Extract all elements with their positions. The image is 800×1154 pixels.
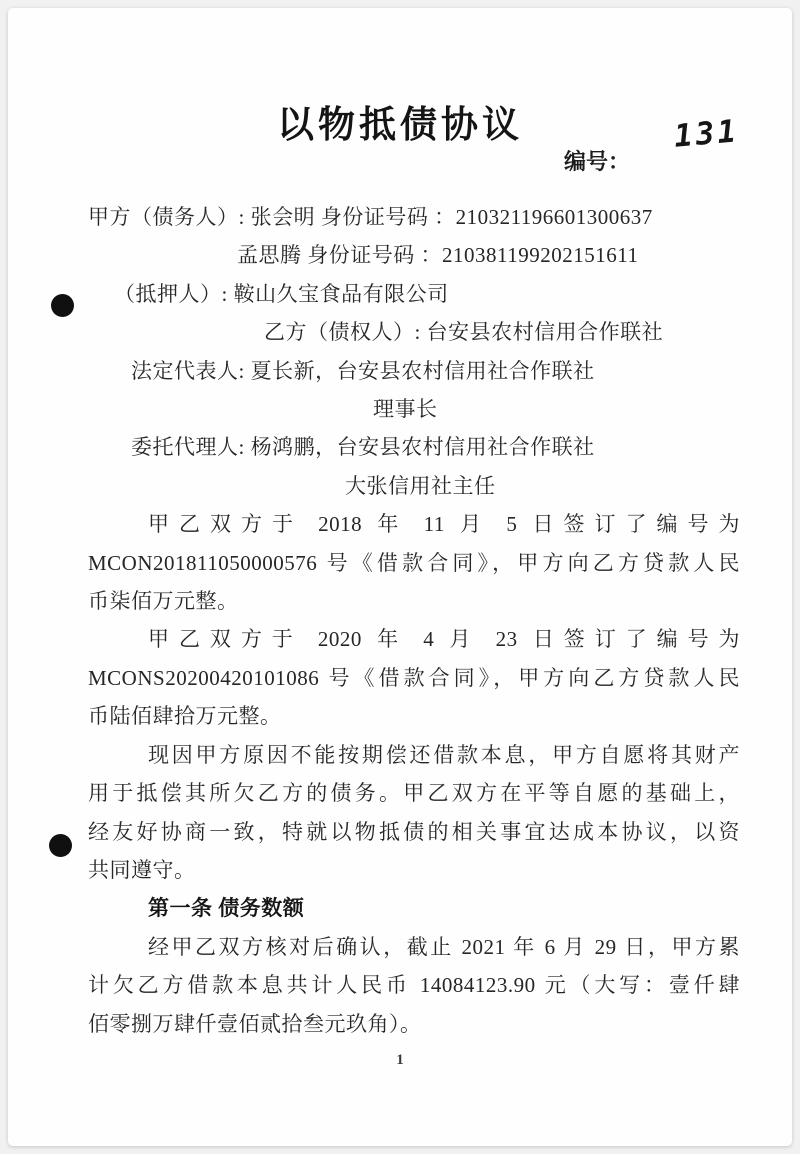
document-title: 以物抵债协议 xyxy=(277,104,523,145)
preamble-line-3: 经友好协商一致，特就以物抵债的相关事宜达成本协议，以资 xyxy=(88,819,740,844)
loan-2018-line-2: MCON201811050000576 号《借款合同》，甲方向乙方贷款人民 xyxy=(88,550,740,575)
legal-representative-line: 法定代表人: 夏长新，台安县农村信用社合作联社 xyxy=(131,358,595,383)
handwritten-page-index: 131 xyxy=(672,113,741,155)
party-b-line: 乙方（债权人）: 台安县农村信用合作联社 xyxy=(264,320,664,345)
preamble-line-1: 现因甲方原因不能按期偿还借款本息，甲方自愿将其财产 xyxy=(148,742,740,767)
serial-number-label: 编号： xyxy=(564,149,631,174)
loan-2018-line-1: 甲乙双方于 2018 年 11 月 5 日签订了编号为 xyxy=(148,512,740,537)
article-1-line-2: 计欠乙方借款本息共计人民币 14084123.90 元（大写：壹仟肆 xyxy=(88,973,740,998)
party-a-line: 甲方（债务人）: 张会明 身份证号码 ：210321196601300637 xyxy=(88,205,653,229)
article-1-line-3: 佰零捌万肆仟壹佰贰拾叁元玖角）。 xyxy=(88,1011,422,1036)
document-body xyxy=(88,198,740,1043)
article-1-heading: 第一条 债务数额 xyxy=(148,896,305,921)
hole-punch-mark xyxy=(51,294,74,317)
article-1-line-1: 经甲乙双方核对后确认，截止 2021 年 6 月 29 日，甲方累 xyxy=(148,934,740,959)
page-number: 1 xyxy=(396,1052,404,1068)
loan-2018-line-3: 币柒佰万元整。 xyxy=(88,589,239,614)
hole-punch-mark xyxy=(49,834,72,857)
loan-2020-line-1: 甲乙双方于 2020 年 4 月 23 日签订了编号为 xyxy=(148,627,740,652)
entrusted-agent-line: 委托代理人: 杨鸿鹏，台安县农村信用社合作联社 xyxy=(131,435,595,460)
legal-representative-title: 理事长 xyxy=(373,397,438,422)
document-page xyxy=(8,8,792,1146)
entrusted-agent-title: 大张信用社主任 xyxy=(345,473,496,498)
party-a-second-debtor: 孟思腾 身份证号码 ：210381199202151611 xyxy=(237,243,639,268)
mortgagor-line: （抵押人）: 鞍山久宝食品有限公司 xyxy=(114,281,449,306)
loan-2020-line-2: MCONS20200420101086 号《借款合同》，甲方向乙方贷款人民 xyxy=(88,665,740,690)
preamble-line-2: 用于抵偿其所欠乙方的债务。甲乙双方在平等自愿的基础上， xyxy=(88,781,740,806)
loan-2020-line-3: 币陆佰肆拾万元整。 xyxy=(88,704,282,729)
preamble-line-4: 共同遵守。 xyxy=(88,857,196,882)
